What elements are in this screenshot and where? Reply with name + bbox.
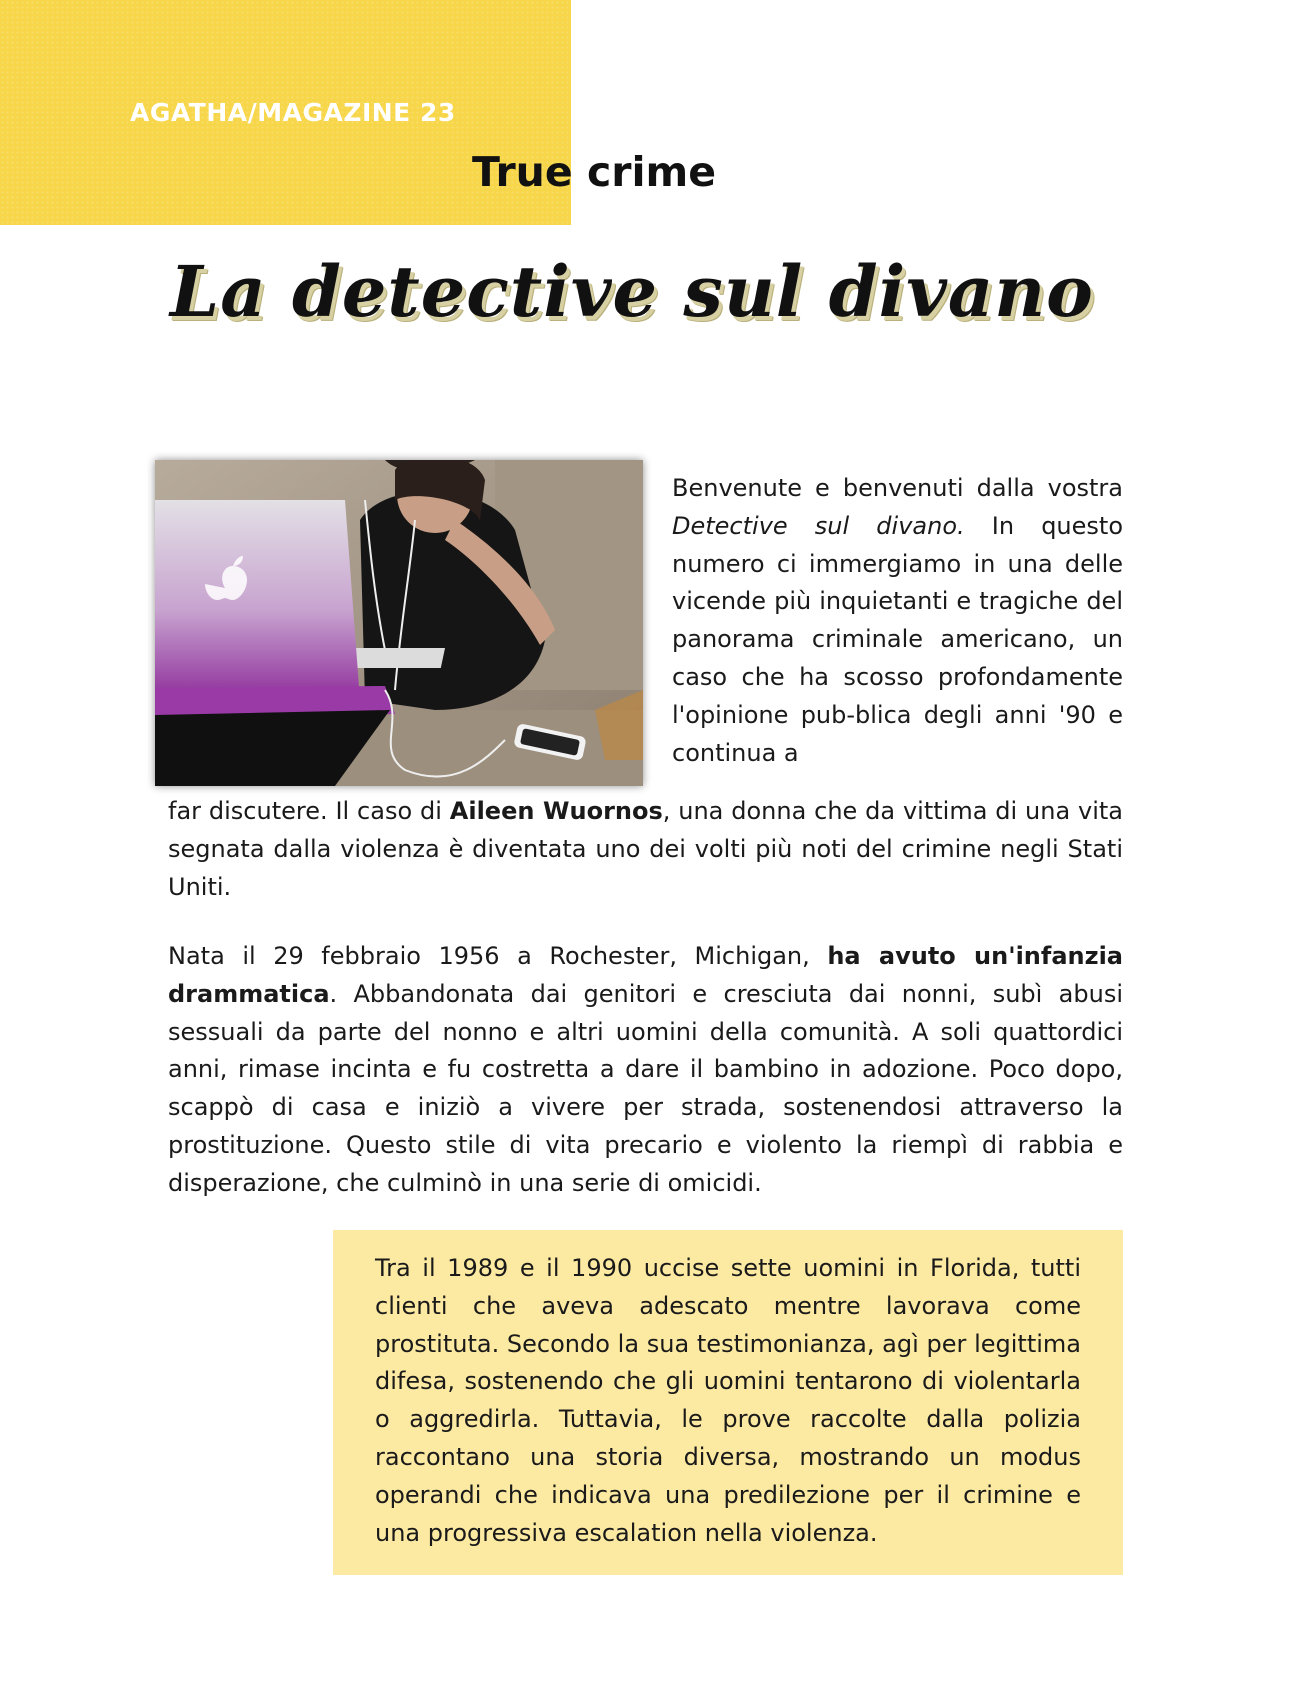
article-headline: La detective sul divano (170, 250, 1094, 333)
intro-paragraph-continued (168, 793, 1123, 906)
magazine-kicker: AGATHA/MAGAZINE 23 (130, 98, 456, 127)
section-title: True crime (472, 148, 717, 196)
biography-paragraph (168, 938, 1123, 1203)
continued-text-part1: far discutere. Il caso di (168, 797, 450, 825)
subject-name: Aileen Wuornos (449, 797, 663, 825)
highlight-box (333, 1230, 1123, 1575)
highlight-box-text: Tra il 1989 e il 1990 uccise sette uomini in Florida, tutti clienti che aveva adescato mentre lavorava come prostituta. Secondo la sua testimonianza, agì per legittima difesa, sostenendo che gli uomini tentarono di violentarla o aggredirla. Tuttavia, le prove raccolte dalla polizia raccontano una storia diversa, mostrando un modus operandi che indicava una predilezione per il crimine e una progressiva escalation nella violenza. (375, 1254, 1081, 1547)
biography-highlight: ha avuto un'infanzia drammatica (168, 942, 1123, 1008)
continued-text-part2: , una donna che da vittima di una vita segnata dalla violenza è diventata uno dei volti più noti del crimine negli Stati Uniti. (168, 797, 1123, 901)
intro-text-emphasis: Detective sul divano. (672, 511, 965, 540)
intro-text-part2: In questo numero ci immergiamo in una delle vicende più inquietanti e tragiche del panorama criminale americano, un caso che ha scosso profondamente l'opinione pub-blica degli anni '90 e continua a (672, 511, 1123, 767)
article-photo (155, 460, 643, 786)
intro-text-part1: Benvenute e benvenuti dalla vostra (672, 474, 1123, 502)
intro-paragraph (672, 470, 1123, 772)
woman-with-laptop-illustration (155, 460, 643, 786)
biography-text-part1: Nata il 29 febbraio 1956 a Rochester, Michigan, (168, 942, 828, 970)
biography-text-part2: . Abbandonata dai genitori e cresciuta dai nonni, subì abusi sessuali da parte del nonno e altri uomini della comunità. A soli quattordici anni, rimase incinta e fu costretta a dare il bambino in adozione. Poco dopo, scappò di casa e iniziò a vivere per strada, sostenendosi attraverso la prostituzione. Questo stile di vita precario e violento la riempì di rabbia e disperazione, che culminò in una serie di omicidi. (168, 979, 1123, 1197)
